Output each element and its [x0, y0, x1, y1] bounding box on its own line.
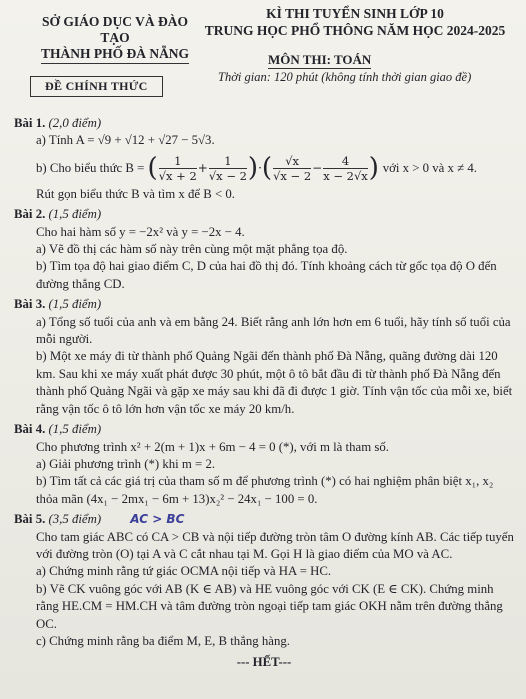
bai5-heading [14, 511, 514, 528]
bai2-heading [14, 206, 514, 223]
bai1-heading [14, 115, 514, 132]
time-note: Thời gian: 120 phút (không tính thời gian giao đề) [218, 70, 472, 84]
bai4-b: b) Tìm tất cả các giá trị của tham số m để phương trình (*) có hai nghiệm phân biệt x₁, x₂ thỏa mãn (4x₁ − 2mx₁ − 6m + 13)x₂² − 24x₁ − 100 = 0. [36, 474, 494, 506]
bai3-points: (1,5 điểm) [48, 297, 102, 312]
exam-body [14, 112, 514, 672]
bai3-b: b) Một xe máy đi từ thành phố Quảng Ngãi đến thành phố Đà Nẵng, quãng đường dài 120 km. Sau khi xe máy xuất phát được 30 phút, một ô tô bắt đầu đi từ thành phố Đà Nẵng đến thành phố Quảng Ngãi và gặp xe máy sau khi đã đi được 1 giờ. Tính vận tốc của mỗi xe, biết rằng vận tốc ô tô lớn hơn vận tốc xe máy 20 km/h. [36, 349, 513, 416]
department-header [30, 14, 200, 64]
bai4-a: a) Giải phương trình (*) khi m = 2. [36, 456, 216, 471]
exam-header [196, 5, 514, 39]
bai1-b [14, 154, 514, 183]
bai2-a: a) Vẽ đồ thị các hàm số này trên cùng một mặt phẳng tọa độ. [36, 242, 348, 257]
end-marker: --- HẾT--- [236, 655, 292, 670]
official-badge: ĐỀ CHÍNH THỨC [30, 76, 163, 97]
bai5-intro: Cho tam giác ABC có CA > CB và nội tiếp đường tròn tâm O đường kính AB. Các tiếp tuyến với đường tròn (O) tại A và C cắt nhau tại M. Gọi H là giao điểm của MO và AC. [36, 529, 514, 561]
bai4-title: Bài 4. [14, 422, 46, 437]
handwritten-note: AC > BC [130, 512, 185, 527]
department-line2: THÀNH PHỐ ĐÀ NẴNG [41, 46, 189, 64]
bai1-b-text: Rút gọn biểu thức B và tìm x để B < 0. [36, 186, 235, 201]
bai1-b-suffix: với x > 0 và x ≠ 4. [382, 160, 477, 175]
department-line1: SỞ GIÁO DỤC VÀ ĐÀO TẠO [41, 14, 188, 45]
bai5-a: a) Chứng minh rằng tứ giác OCMA nội tiếp và HA = HC. [36, 564, 332, 579]
bai2-intro: Cho hai hàm số y = −2x² và y = −2x − 4. [36, 224, 245, 239]
subject-title: MÔN THI: TOÁN [268, 52, 372, 67]
bai3-a: a) Tổng số tuổi của anh và em bằng 24. Biết rằng anh lớn hơn em 6 tuổi, hãy tính số tuổi của mỗi người. [36, 314, 511, 347]
bai4-heading [14, 421, 514, 438]
bai3-heading [14, 296, 514, 313]
bai1-b-expression: ( $\frac{1}{√x + 2}$ + $\frac{1}{√x - 2}$ )·( $\frac{√x}{√x - 2}$ − $\frac{4}{x - 2√x}$ ) [147, 152, 379, 183]
bai5-title: Bài 5. [14, 512, 46, 527]
bai1-b-prefix: b) Cho biểu thức B = [36, 160, 145, 175]
bai1-points: (2,0 điểm) [48, 116, 102, 130]
bai5-points: (3,5 điểm) [48, 512, 102, 527]
exam-line1: KÌ THI TUYỂN SINH LỚP 10 [266, 6, 444, 21]
bai4-intro: Cho phương trình x² + 2(m + 1)x + 6m − 4 = 0 (*), với m là tham số. [36, 439, 389, 454]
bai2-b: b) Tìm tọa độ hai giao điểm C, D của hai đồ thị đó. Tính khoảng cách từ gốc tọa độ O đến đường thẳng CD. [36, 259, 497, 291]
bai2-title: Bài 2. [14, 207, 46, 222]
bai2-points: (1,5 điểm) [48, 207, 102, 222]
bai3-title: Bài 3. [14, 297, 46, 312]
bai1-title: Bài 1. [14, 116, 46, 130]
bai1-a: a) Tính A = √9 + √12 + √27 − 5√3. [36, 133, 215, 148]
bai4-points: (1,5 điểm) [48, 422, 102, 437]
bai5-b: b) Vẽ CK vuông góc với AB (K ∈ AB) và HE vuông góc với CK (E ∈ CK). Chứng minh rằng HE.CM = HM.CH và tâm đường tròn ngoại tiếp tam giác OKH nằm trên đường thẳng OC. [36, 581, 503, 631]
exam-line2: TRUNG HỌC PHỔ THÔNG NĂM HỌC 2024-2025 [204, 23, 506, 38]
bai5-c: c) Chứng minh rằng ba điểm M, E, B thẳng hàng. [36, 633, 290, 648]
